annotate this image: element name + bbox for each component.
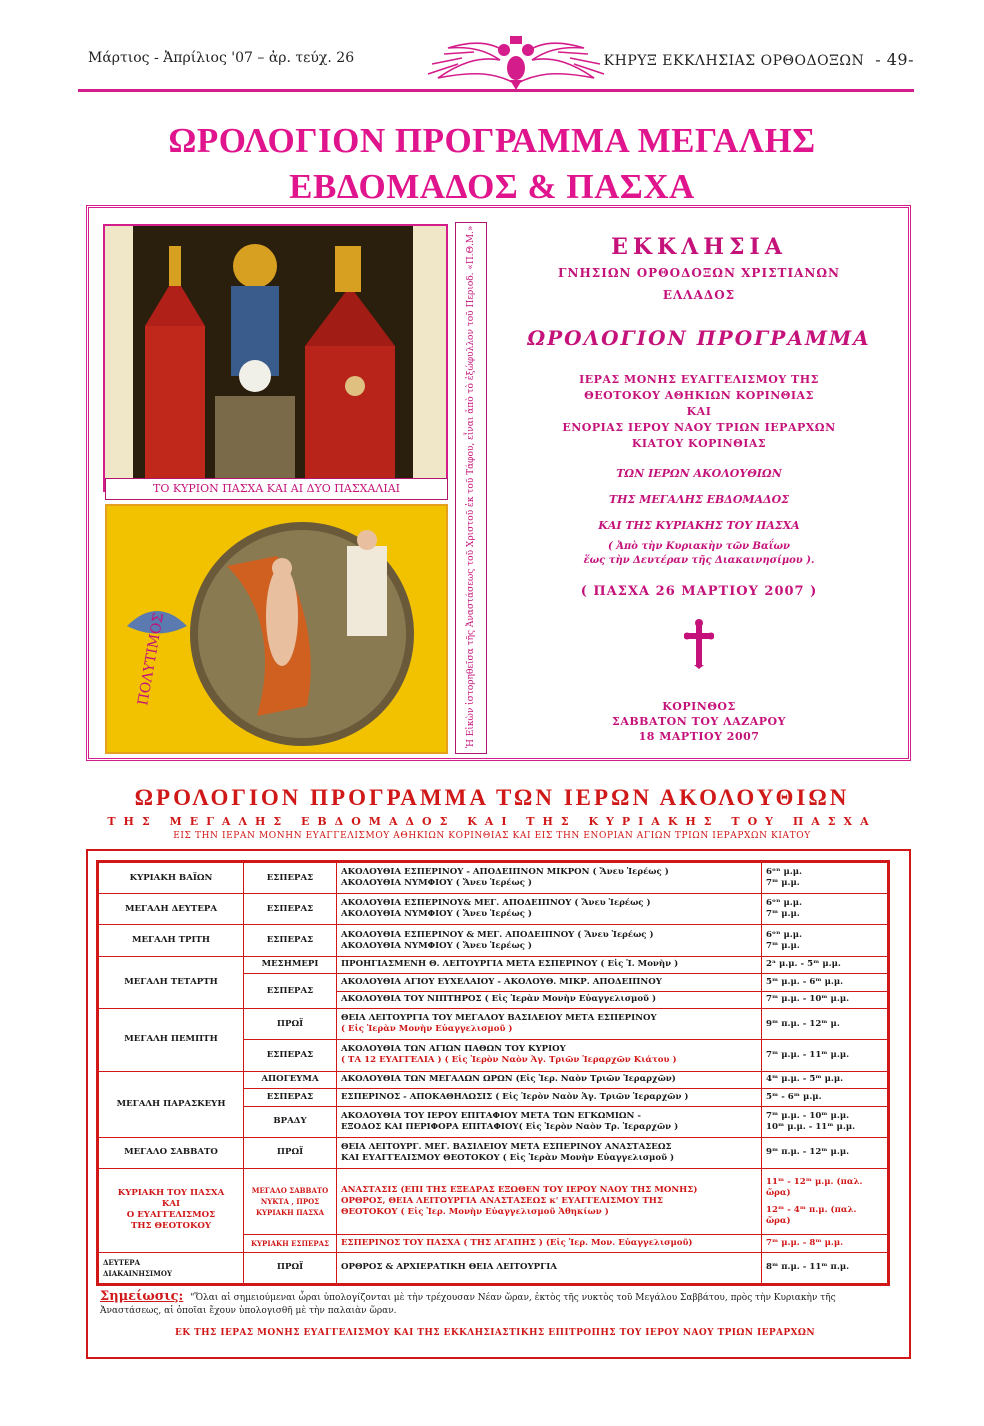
service-line: ΕΣΠΕΡΙΝΟΣ - ΑΠΟΚΑΘΗΛΩΣΙΣ ( Εἰς Ἱερὸν Ναὸν Ἁγ. Τριῶν Ἱεραρχῶν )	[341, 1091, 689, 1102]
table-row	[99, 1252, 888, 1283]
page-title	[60, 118, 924, 210]
part-cell: ΕΣΠΕΡΑΣ	[244, 1089, 337, 1106]
time-cell	[762, 1106, 888, 1137]
service-cell	[337, 1106, 762, 1137]
services-range-1: ( Ἀπὸ τὴν Κυριακὴν τῶν Βαΐων	[608, 541, 790, 552]
services-range-2: ἕως τὴν Δευτέραν τῆς Διακαινησίμου ).	[583, 555, 815, 566]
time-cell	[762, 1089, 888, 1106]
day-cell	[99, 1168, 244, 1252]
service-cell	[337, 1040, 762, 1071]
service-line: ΚΑΙ ΕΥΑΓΓΕΛΙΣΜΟΥ ΘΕΟΤΟΚΟΥ ( Εἰς Ἱερὰν Μονὴν Εὐαγγελισμοῦ )	[341, 1152, 675, 1163]
service-line: ΕΞΟΔΟΣ ΚΑΙ ΠΕΡΙΦΟΡΑ ΕΠΙΤΑΦΙΟΥ( Εἰς Ἱερὸν Ναὸν Τρ. Ἱεραρχῶν )	[341, 1121, 679, 1132]
table-row	[99, 863, 888, 894]
service-cell	[337, 894, 762, 925]
day-cell: ΜΕΓΑΛΗ ΠΕΜΠΤΗ	[99, 1009, 244, 1071]
time-cell	[762, 863, 888, 894]
part-cell: ΕΣΠΕΡΑΣ	[244, 863, 337, 894]
day-cell: ΚΥΡΙΑΚΗ ΒΑΪΩΝ	[99, 863, 244, 894]
time-cell	[762, 1009, 888, 1040]
service-cell	[337, 974, 762, 991]
table-row	[99, 1009, 888, 1040]
time-cell	[762, 991, 888, 1008]
part-cell: ΕΣΠΕΡΑΣ	[244, 974, 337, 1009]
service-cell	[337, 1071, 762, 1088]
part-cell: ΜΕΣΗΜΕΡΙ	[244, 956, 337, 973]
schedule-title: ΩΡΟΛΟΓΙΟΝ ΠΡΟΓΡΑΜΜΑ ΤΩΝ ΙΕΡΩΝ ΑΚΟΛΟΥΘΙΩΝ	[134, 785, 850, 810]
service-line: ΘΕΙΑ ΛΕΙΤΟΥΡΓ. ΜΕΓ. ΒΑΣΙΛΕΙΟΥ ΜΕΤΑ ΕΣΠΕΡΙΝΟΥ ΑΝΑΣΤΑΣΕΩΣ	[341, 1141, 672, 1152]
day-cell: ΜΕΓΑΛΟ ΣΑΒΒΑΤΟ	[99, 1137, 244, 1168]
time-cell	[762, 1040, 888, 1071]
service-cell	[337, 863, 762, 894]
part-cell: ΠΡΩΪ	[244, 1009, 337, 1040]
service-line: ΕΣΠΕΡΙΝΟΣ ΤΟΥ ΠΑΣΧΑ ( ΤΗΣ ΑΓΑΠΗΣ ) (Εἰς Ἱερ. Μον. Εὐαγγελισμοῦ)	[341, 1237, 693, 1248]
day-line: ΤΗΣ ΘΕΟΤΟΚΟΥ	[130, 1221, 212, 1232]
time-line: 6ᵒⁿ μ.μ.	[766, 898, 803, 909]
page-header	[78, 40, 914, 92]
day-cell: ΜΕΓΑΛΗ ΔΕΥΤΕΡΑ	[99, 894, 244, 925]
time-cell	[762, 1252, 888, 1283]
service-cell	[337, 1089, 762, 1106]
monastery-line-1: ΙΕΡΑΣ ΜΟΝΗΣ ΕΥΑΓΓΕΛΙΣΜΟΥ ΤΗΣ	[579, 373, 819, 386]
part-line: ΝΥΚΤΑ , ΠΡΟΣ	[260, 1197, 320, 1207]
time-line: 8ᵐ π.μ. - 11ᵐ π.μ.	[766, 1262, 850, 1273]
resurrection-icon-image	[105, 504, 448, 754]
time-line: 9ᵐ π.μ. - 12ᵐ μ.	[766, 1018, 840, 1029]
time-cell	[762, 1137, 888, 1168]
service-line: ΑΚΟΛΟΥΘΙΑ ΑΓΙΟΥ ΕΥΧΕΛΑΙΟΥ - ΑΚΟΛΟΥΘ. ΜΙΚΡ. ΑΠΟΔΕΙΠΝΟΥ	[341, 976, 662, 987]
table-row	[99, 925, 888, 956]
part-line: ΜΕΓΑΛΟ ΣΑΒΒΑΤΟ	[251, 1186, 329, 1196]
poster-date: 18 ΜΑΡΤΙΟΥ 2007	[638, 730, 760, 743]
schedule-table-wrapper	[96, 860, 890, 1286]
service-note: ( ΤΑ 12 ΕΥΑΓΓΕΛΙΑ ) ( Εἰς Ἱερὸν Ναὸν Ἁγ. Τριῶν Ἱεραρχῶν Κιάτου )	[341, 1055, 677, 1066]
time-cell	[762, 925, 888, 956]
service-line: ΑΚΟΛΟΥΘΙΑ ΤΩΝ ΜΕΓΑΛΩΝ ΩΡΩΝ (Εἰς Ἱερ. Ναὸν Τριῶν Ἱεραρχῶν)	[341, 1074, 676, 1085]
title-line-1: ΩΡΟΛΟΓΙΟΝ ΠΡΟΓΡΑΜΜΑ ΜΕΓΑΛΗΣ	[168, 121, 816, 160]
service-cell	[337, 1252, 762, 1283]
service-line: ΑΝΑΣΤΑΣΙΣ (ΕΠΙ ΤΗΣ ΕΞΕΔΡΑΣ ΕΞΩΘΕΝ ΤΟΥ ΙΕΡΟΥ ΝΑΟΥ ΤΗΣ ΜΟΝΗΣ)	[341, 1185, 698, 1196]
page-number: - 49-	[875, 50, 914, 69]
church-subheading-2: ΕΛΛΑΔΟΣ	[662, 288, 736, 302]
time-line: 7ᵐ μ.μ. - 11ᵐ μ.μ.	[766, 1049, 850, 1060]
day-line: ΔΕΥΤΕΡΑ	[103, 1257, 141, 1267]
time-line: 10ᵐ μ.μ. - 11ᵐ μ.μ.	[766, 1121, 856, 1132]
service-line: ΟΡΘΡΟΣ & ΑΡΧΙΕΡΑΤΙΚΗ ΘΕΙΑ ΛΕΙΤΟΥΡΓΙΑ	[341, 1262, 557, 1273]
church-subheading-1: ΓΝΗΣΙΩΝ ΟΡΘΟΔΟΞΩΝ ΧΡΙΣΤΙΑΝΩΝ	[557, 266, 841, 280]
time-line: 2ᵃ μ.μ. - 5ᵐ μ.μ.	[766, 959, 841, 970]
part-cell: ΕΣΠΕΡΑΣ	[244, 1040, 337, 1071]
services-line-1: ΤΩΝ ΙΕΡΩΝ ΑΚΟΛΟΥΘΙΩΝ	[616, 467, 782, 480]
time-line: 7ᵐ μ.μ.	[766, 878, 800, 889]
schedule-notes	[100, 1290, 890, 1318]
table-row	[99, 1071, 888, 1088]
time-cell	[762, 1168, 888, 1234]
part-cell: ΠΡΩΪ	[244, 1137, 337, 1168]
day-cell	[99, 1252, 244, 1283]
time-cell	[762, 1235, 888, 1252]
service-note: ( Εἰς Ἱερὰν Μονὴν Εὐαγγελισμοῦ )	[341, 1024, 513, 1035]
schedule-location: ΕΙΣ ΤΗΝ ΙΕΡΑΝ ΜΟΝΗΝ ΕΥΑΓΓΕΛΙΣΜΟΥ ΑΘΗΚΙΩΝ ΚΟΡΙΝΘΙΑΣ ΚΑΙ ΕΙΣ ΤΗΝ ΕΝΟΡΙΑΝ ΑΓΙΩΝ ΤΡΙΩΝ ΙΕΡΑΡΧΩΝ ΚΙΑΤΟΥ	[173, 831, 811, 841]
service-line: ΘΕΙΑ ΛΕΙΤΟΥΡΓΙΑ ΤΟΥ ΜΕΓΑΛΟΥ ΒΑΣΙΛΕΙΟΥ ΜΕΤΑ ΕΣΠΕΡΙΝΟΥ	[341, 1013, 657, 1024]
cross-icon	[684, 619, 714, 669]
program-poster	[86, 205, 911, 761]
schedule-table	[98, 862, 888, 1284]
service-line: ΟΡΘΡΟΣ, ΘΕΙΑ ΛΕΙΤΟΥΡΓΙΑ ΑΝΑΣΤΑΣΕΩΣ κ' ΕΥΑΓΓΕΛΙΣΜΟΥ ΤΗΣ	[341, 1196, 663, 1207]
time-line: 6ᵒⁿ μ.μ.	[766, 867, 803, 878]
time-cell	[762, 974, 888, 991]
services-line-3: ΚΑΙ ΤΗΣ ΚΥΡΙΑΚΗΣ ΤΟΥ ΠΑΣΧΑ	[598, 519, 800, 532]
part-cell	[244, 1168, 337, 1234]
monastery-line-4: ΕΝΟΡΙΑΣ ΙΕΡΟΥ ΝΑΟΥ ΤΡΙΩΝ ΙΕΡΑΡΧΩΝ	[562, 421, 836, 434]
time-line: 7ᵐ μ.μ. - 10ᵐ μ.μ.	[766, 1110, 850, 1121]
church-heading: ΕΚΚΛΗΣΙΑ	[611, 234, 787, 260]
schedule-footer: ΕΚ ΤΗΣ ΙΕΡΑΣ ΜΟΝΗΣ ΕΥΑΓΓΕΛΙΣΜΟΥ ΚΑΙ ΤΗΣ ΕΚΚΛΗΣΙΑΣΤΙΚΗΣ ΕΠΙΤΡΟΠΗΣ ΤΟΥ ΙΕΡΟΥ ΝΑΟΥ ΤΡΙΩΝ ΙΕΡΑΡΧΩΝ	[175, 1328, 815, 1338]
church-icon-image	[103, 224, 448, 492]
part-cell: ΕΣΠΕΡΑΣ	[244, 925, 337, 956]
header-rule	[78, 89, 914, 92]
part-cell: ΚΥΡΙΑΚΗ ΕΣΠΕΡΑΣ	[244, 1235, 337, 1252]
time-line: 7ᵐ μ.μ.	[766, 909, 800, 920]
service-line: ΑΚΟΛΟΥΘΙΑ ΕΣΠΕΡΙΝΟΥ& ΜΕΓ. ΑΠΟΔΕΙΠΝΟΥ ( Ἄνευ Ἱερέως )	[341, 898, 651, 909]
service-line: ΑΚΟΛΟΥΘΙΑ ΤΟΥ ΙΕΡΟΥ ΕΠΙΤΑΦΙΟΥ ΜΕΤΑ ΤΩΝ ΕΓΚΩΜΙΩΝ -	[341, 1110, 641, 1121]
saturday-lazarus: ΣΑΒΒΑΤΟΝ ΤΟΥ ΛΑΖΑΡΟΥ	[612, 715, 786, 728]
service-line: ΑΚΟΛΟΥΘΙΑ ΝΥΜΦΙΟΥ ( Ἄνευ Ἱερέως )	[341, 909, 532, 920]
notes-text: "Ὅλαι αἱ σημειούμεναι ὧραι ὑπολογίζονται μὲ τὴν τρέχουσαν Νέαν ὥραν, ἐκτὸς τῆς νυκτὸς τοῦ Μεγάλου Σαββάτου, πρὸς τὴν Κυριακὴν τῆς Ἀναστάσεως, αἱ ὁποῖαι ἔχουν ὑπολογισθῆ μὲ τὴν παλαιὰν ὥραν.	[100, 1293, 836, 1316]
service-cell	[337, 1009, 762, 1040]
monastery-line-5: ΚΙΑΤΟΥ ΚΟΡΙΝΘΙΑΣ	[631, 437, 767, 450]
time-line: 11ᵐ - 12ᵐ μ.μ. (παλ. ὥρα)	[766, 1176, 863, 1198]
table-row	[99, 1168, 888, 1234]
service-line: ΑΚΟΛΟΥΘΙΑ ΤΩΝ ΑΓΙΩΝ ΠΑΘΩΝ ΤΟΥ ΚΥΡΙΟΥ	[341, 1044, 566, 1055]
time-line: 12ᵐ - 4ᵐ π.μ. (παλ. ὥρα)	[766, 1204, 857, 1226]
day-line: ΔΙΑΚΑΙΝΗΣΙΜΟΥ	[103, 1268, 173, 1278]
service-line: ΘΕΟΤΟΚΟΥ ( Εἰς Ἱερ. Μονὴν Εὐαγγελισμοῦ Ἀθηκίων )	[341, 1207, 609, 1218]
part-cell: ΠΡΩΪ	[244, 1252, 337, 1283]
notes-label: Σημείωσις:	[100, 1289, 184, 1304]
icon-caption: ΤΟ ΚΥΡΙΟΝ ΠΑΣΧΑ ΚΑΙ ΑΙ ΔΥΟ ΠΑΣΧΑΛΙΑΙ	[105, 478, 448, 500]
part-line: ΚΥΡΙΑΚΗ ΠΑΣΧΑ	[255, 1208, 325, 1218]
day-cell: ΜΕΓΑΛΗ ΠΑΡΑΣΚΕΥΗ	[99, 1071, 244, 1137]
svg-text:ΠΟΛΥΤΙΜΟΣ: ΠΟΛΥΤΙΜΟΣ	[135, 611, 168, 707]
service-line: ΑΚΟΛΟΥΘΙΑ ΕΣΠΕΡΙΝΟΥ - ΑΠΟΔΕΙΠΝΟΝ ΜΙΚΡΟΝ ( Ἄνευ Ἱερέως )	[341, 867, 669, 878]
time-cell	[762, 1071, 888, 1088]
pascha-date: ( ΠΑΣΧΑ 26 ΜΑΡΤΙΟΥ 2007 )	[580, 584, 818, 599]
journal-name	[604, 50, 914, 69]
time-line: 9ᵐ π.μ. - 12ᵐ μ.μ.	[766, 1147, 850, 1158]
part-cell: ΒΡΑΔΥ	[244, 1106, 337, 1137]
table-row	[99, 956, 888, 973]
city: ΚΟΡΙΝΘΟΣ	[662, 700, 736, 713]
time-line: 7ᵐ μ.μ. - 10ᵐ μ.μ.	[766, 994, 850, 1005]
day-cell: ΜΕΓΑΛΗ ΤΡΙΤΗ	[99, 925, 244, 956]
poster-text	[499, 224, 899, 744]
service-line: ΑΚΟΛΟΥΘΙΑ ΝΥΜΦΙΟΥ ( Ἄνευ Ἱερέως )	[341, 940, 532, 951]
service-line: ΠΡΟΗΓΙΑΣΜΕΝΗ Θ. ΛΕΙΤΟΥΡΓΙΑ ΜΕΤΑ ΕΣΠΕΡΙΝΟΥ ( Εἰς Ἱ. Μονὴν )	[341, 959, 679, 970]
service-cell	[337, 956, 762, 973]
double-headed-eagle-icon	[418, 34, 614, 92]
monastery-line-2: ΘΕΟΤΟΚΟΥ ΑΘΗΚΙΩΝ ΚΟΡΙΝΘΙΑΣ	[584, 389, 814, 402]
service-line: ΑΚΟΛΟΥΘΙΑ ΝΥΜΦΙΟΥ ( Ἄνευ Ἱερέως )	[341, 878, 532, 889]
schedule-subtitle: ΤΗΣ ΜΕΓΑΛΗΣ ΕΒΔΟΜΑΔΟΣ ΚΑΙ ΤΗΣ ΚΥΡΙΑΚΗΣ ΤΟΥ ΠΑΣΧΑ	[107, 815, 877, 828]
service-line: ΑΚΟΛΟΥΘΙΑ ΤΟΥ ΝΙΠΤΗΡΟΣ ( Εἰς Ἱερὰν Μονὴν Εὐαγγελισμοῦ )	[341, 994, 657, 1005]
table-row	[99, 894, 888, 925]
time-cell	[762, 894, 888, 925]
time-line: 5ᵐ μ.μ. - 6ᵐ μ.μ.	[766, 976, 844, 987]
day-line: Ο ΕΥΑΓΓΕΛΙΣΜΟΣ	[126, 1210, 216, 1221]
time-line: 4ᵐ μ.μ. - 5ᵐ μ.μ.	[766, 1074, 844, 1085]
vertical-image-caption	[455, 222, 487, 754]
time-cell	[762, 956, 888, 973]
time-line: 7ᵐ μ.μ. - 8ᵐ μ.μ.	[766, 1237, 844, 1248]
journal-title: ΚΗΡΥΞ ΕΚΚΛΗΣΙΑΣ ΟΡΘΟΔΟΞΩΝ	[603, 53, 865, 69]
time-line: 5ᵐ - 6ᵐ μ.μ.	[766, 1091, 822, 1102]
time-line: 6ᵒⁿ μ.μ.	[766, 929, 803, 940]
service-cell	[337, 1137, 762, 1168]
vertical-caption-text: Ἡ Εἰκὼν ἱστορηθεῖσα τῆς Ἀναστάσεως τοῦ Χριστοῦ ἐκ τοῦ Τάφου, εἶναι ἀπὸ τὸ ἐξώφυλλον τοῦ Περιοδ. «Π.Θ.Μ.»	[466, 225, 476, 748]
service-cell	[337, 991, 762, 1008]
service-cell	[337, 1168, 762, 1234]
day-line: ΚΥΡΙΑΚΗ ΤΟΥ ΠΑΣΧΑ	[117, 1188, 225, 1199]
service-line: ΑΚΟΛΟΥΘΙΑ ΕΣΠΕΡΙΝΟΥ & ΜΕΓ. ΑΠΟΔΕΙΠΝΟΥ ( Ἄνευ Ἱερέως )	[341, 929, 654, 940]
horologion-heading: ΩΡΟΛΟΓΙΟΝ ΠΡΟΓΡΑΜΜΑ	[527, 326, 871, 350]
monastery-line-3: ΚΑΙ	[686, 405, 712, 418]
time-line: 7ᵐ μ.μ.	[766, 940, 800, 951]
services-line-2: ΤΗΣ ΜΕΓΑΛΗΣ ΕΒΔΟΜΑΔΟΣ	[608, 493, 790, 506]
day-cell: ΜΕΓΑΛΗ ΤΕΤΑΡΤΗ	[99, 956, 244, 1008]
part-cell: ΑΠΟΓΕΥΜΑ	[244, 1071, 337, 1088]
table-row	[99, 1137, 888, 1168]
day-line: ΚΑΙ	[161, 1199, 181, 1210]
service-cell	[337, 1235, 762, 1252]
issue-info: Μάρτιος - Ἀπρίλιος '07 – ἀρ. τεύχ. 26	[88, 50, 355, 66]
part-cell: ΕΣΠΕΡΑΣ	[244, 894, 337, 925]
title-line-2: ΕΒΔΟΜΑΔΟΣ & ΠΑΣΧΑ	[289, 167, 695, 206]
service-cell	[337, 925, 762, 956]
